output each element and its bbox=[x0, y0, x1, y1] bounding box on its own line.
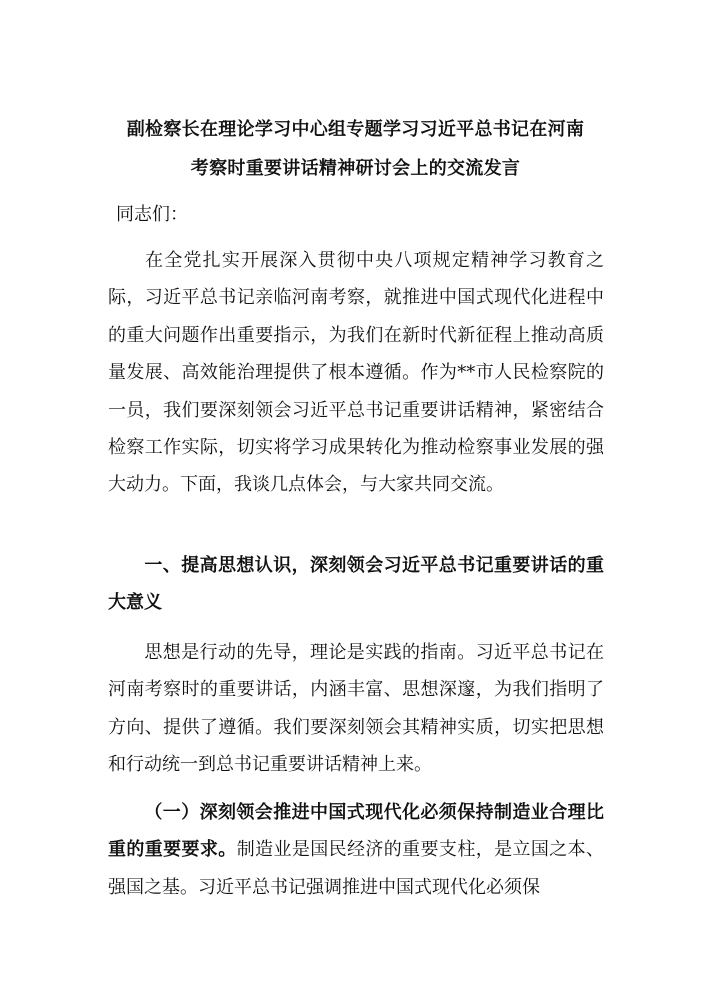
document-title-line-1: 副检察长在理论学习中心组专题学习习近平总书记在河南 bbox=[126, 119, 585, 140]
paragraph-section-1 bbox=[108, 634, 604, 784]
section-heading-1 bbox=[108, 547, 604, 622]
paragraph-subsection-1-text: 制造业是国民经济的重要支柱，是立国之本、强国之基。习近平总书记强调推进中国式现代化必须保 bbox=[108, 839, 605, 898]
section-heading-1-text: 一、提高思想认识，深刻领会习近平总书记重要讲话的重大意义 bbox=[108, 555, 604, 614]
subsection-heading-1: （一）深刻领会推进中国式现代化必须保持制造业合理比重的重要要求。 bbox=[108, 802, 604, 861]
paragraph-intro bbox=[108, 242, 604, 504]
paragraph-section-1-text: 思想是行动的先导，理论是实践的指南。习近平总书记在河南考察时的重要讲话，内涵丰富、思想深邃，为我们指明了方向、提供了遵循。我们要深刻领会其精神实质，切实把思想和行动统一到总书记重要讲话精神上来。 bbox=[108, 642, 604, 776]
paragraph-intro-text: 在全党扎实开展深入贯彻中央八项规定精神学习教育之际，习近平总书记亲临河南考察，就推进中国式现代化进程中的重大问题作出重要指示，为我们在新时代新征程上推动高质量发展、高效能治理提供了根本遵循。作为**市人民检察院的一员，我们要深刻领会习近平总书记重要讲话精神，紧密结合检察工作实际，切实将学习成果转化为推动检察事业发展的强大动力。下面，我谈几点体会，与大家共同交流。 bbox=[108, 250, 604, 496]
salutation: 同志们： bbox=[116, 204, 188, 225]
document-title-line-2: 考察时重要讲话精神研讨会上的交流发言 bbox=[190, 158, 521, 179]
paragraph-subsection-1 bbox=[108, 794, 604, 906]
